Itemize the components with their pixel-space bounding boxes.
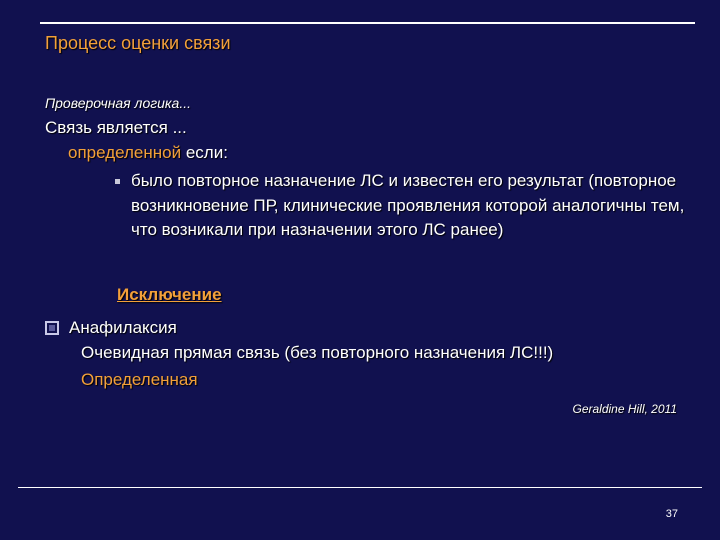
link-is-text: Связь является ...	[45, 118, 187, 137]
bottom-divider	[18, 487, 702, 488]
rechallenge-bullet-text: было повторное назначение ЛС и известен его результат (повторное возникновение ПР, клинические проявления которой аналогичны тем, что возникали при назначении этого ЛС ранее)	[131, 171, 685, 239]
slide-title: Процесс оценки связи	[45, 33, 231, 53]
top-divider	[40, 22, 695, 24]
defined-keyword: определенной	[68, 143, 182, 162]
defined-if-line	[68, 143, 228, 163]
if-word: если:	[181, 143, 228, 162]
defined-label: Определенная	[81, 370, 198, 389]
anaphylaxis-text: Анафилаксия	[69, 318, 177, 337]
citation: Geraldine Hill, 2011	[572, 402, 677, 416]
page-number: 37	[665, 508, 678, 520]
exception-heading: Исключение	[117, 285, 222, 304]
square-bullet-icon	[115, 179, 120, 184]
checkbox-bullet-icon	[45, 321, 59, 335]
obvious-link-text: Очевидная прямая связь (без повторного назначения ЛС!!!)	[81, 343, 554, 362]
check-logic-heading: Проверочная логика...	[45, 95, 191, 111]
